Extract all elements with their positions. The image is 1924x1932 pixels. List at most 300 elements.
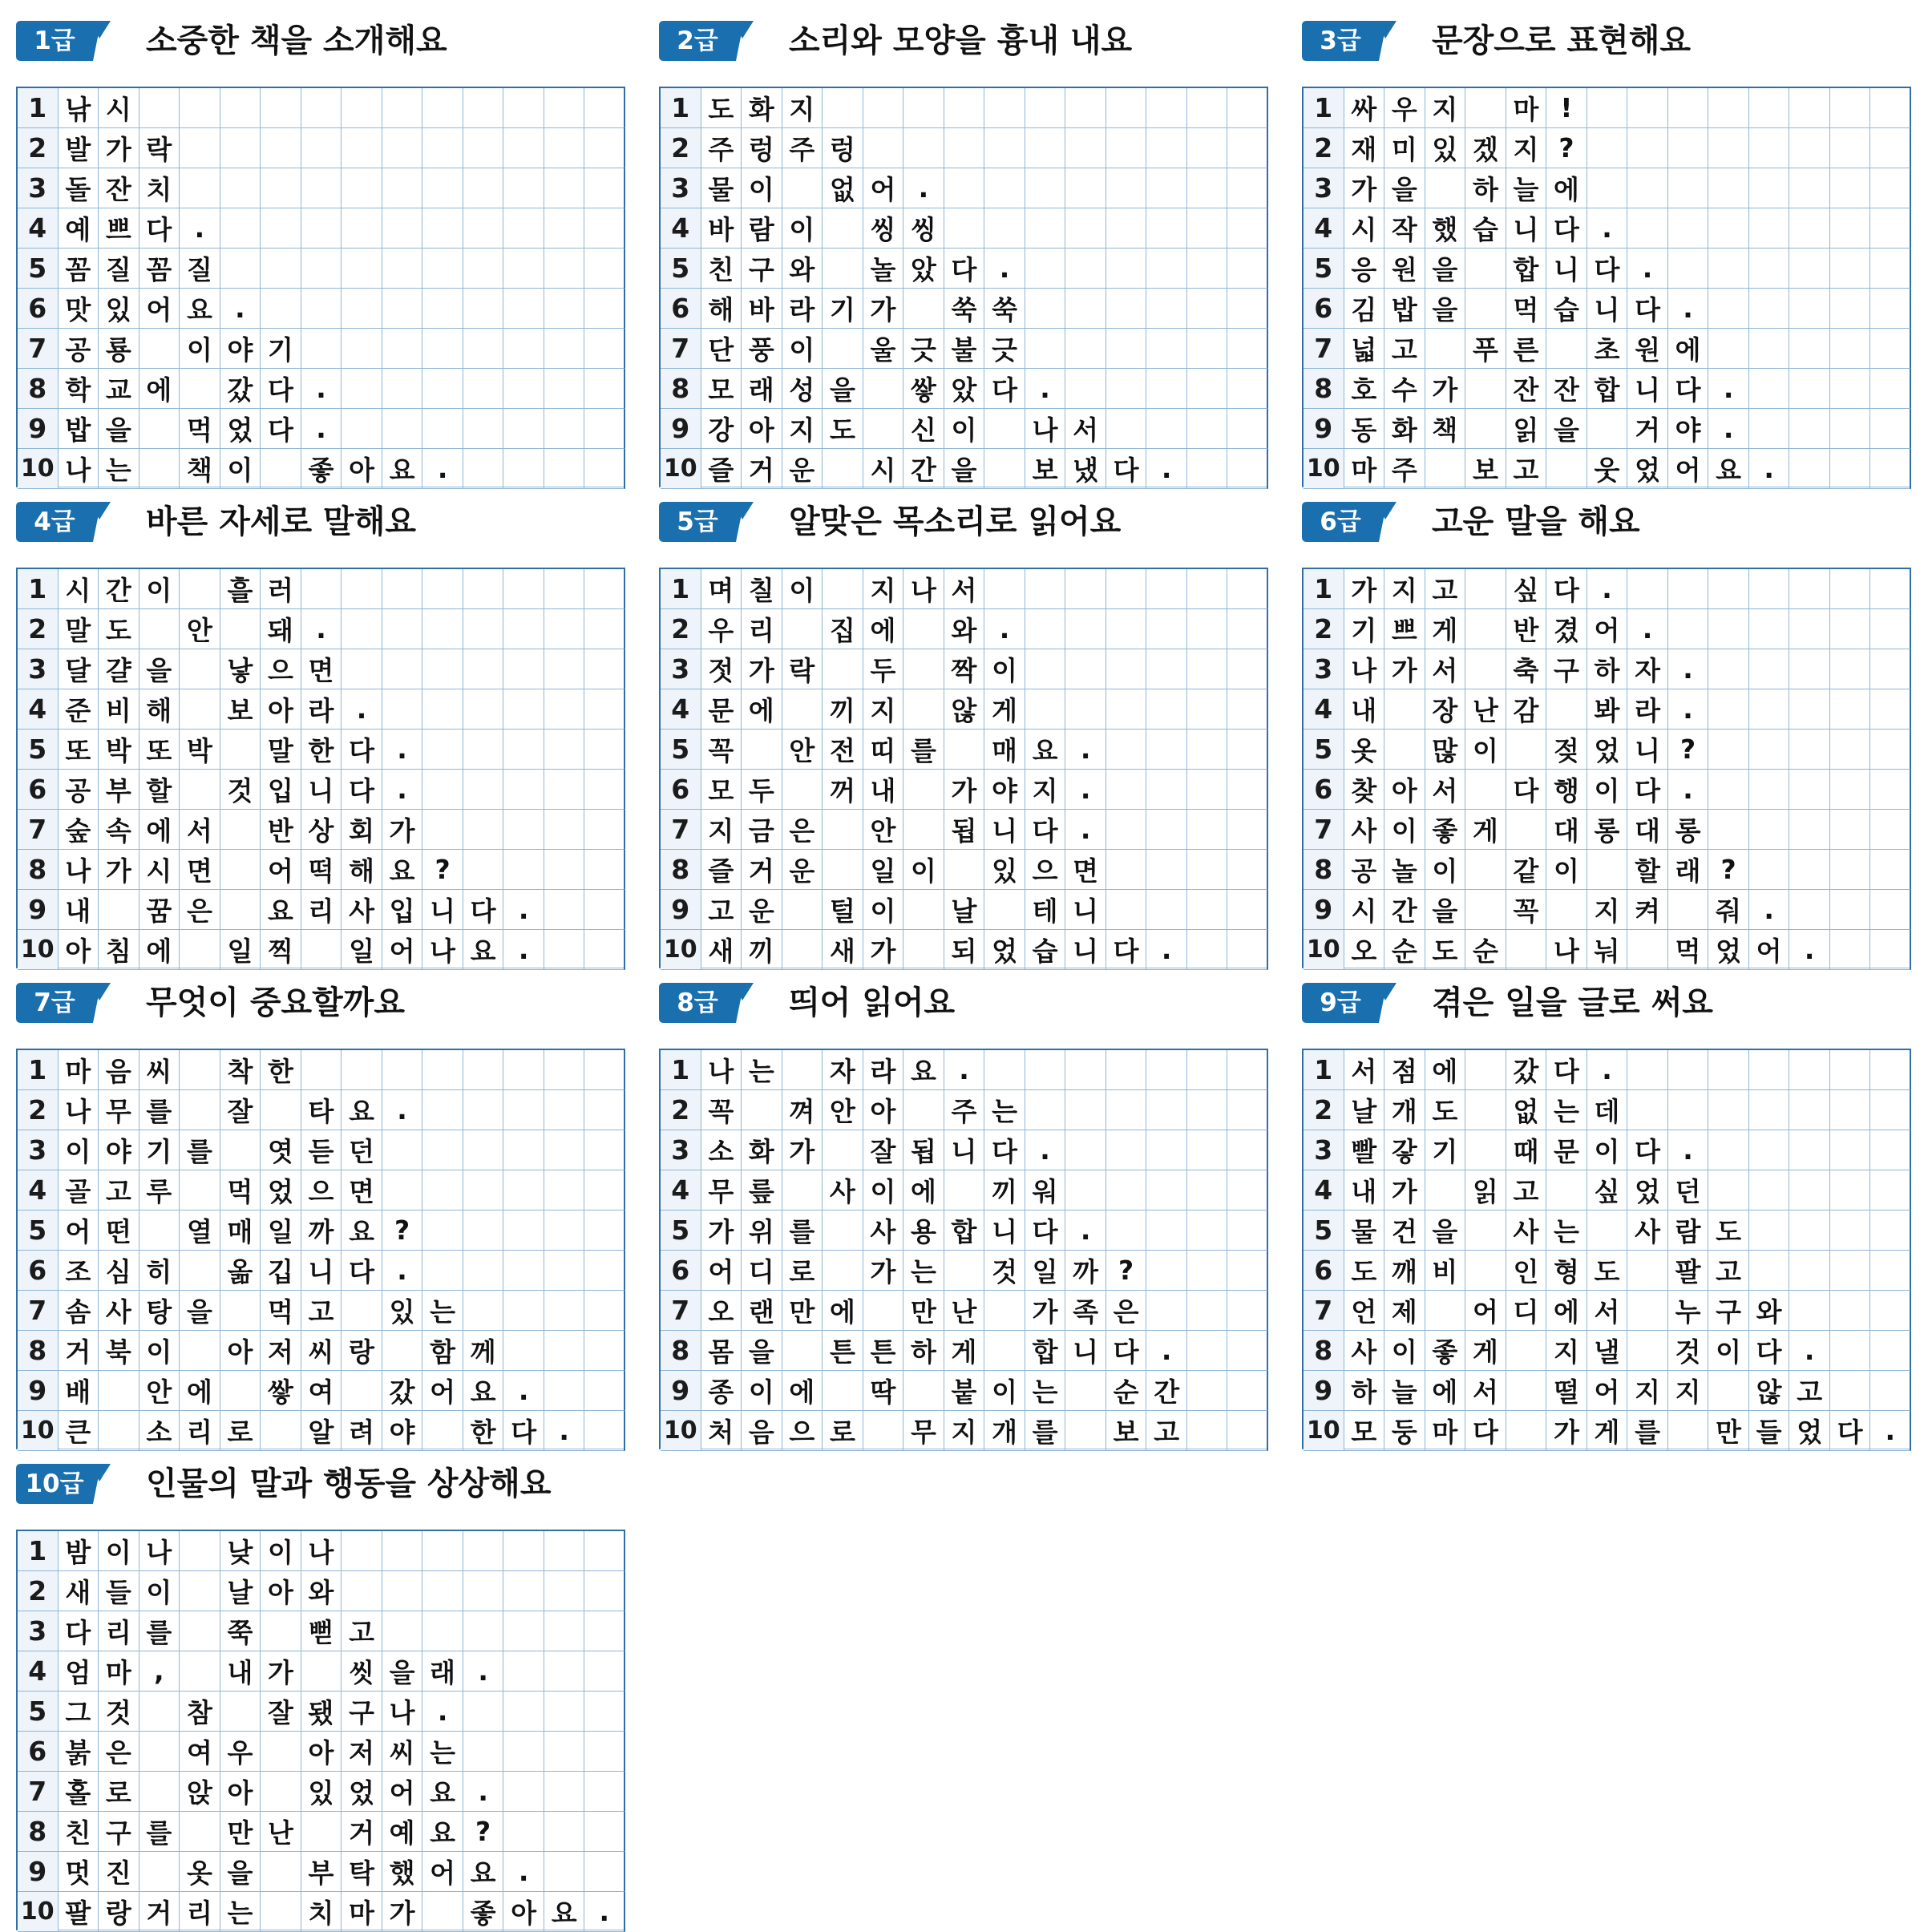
grid-cell <box>382 329 423 369</box>
grid-cell: 잔 <box>1506 369 1547 409</box>
grid-cell: 동 <box>1344 409 1385 449</box>
grid-cell: 지 <box>863 569 904 609</box>
grid-cell: 사 <box>823 1170 863 1211</box>
grid-cell: 박 <box>99 730 139 770</box>
grid-cell <box>301 208 342 249</box>
grid-cell <box>1465 369 1506 409</box>
grid-cell <box>1106 1211 1147 1251</box>
grid-cell <box>544 88 585 128</box>
grid-cell: 마 <box>342 1892 382 1932</box>
row-number: 10 <box>661 930 701 970</box>
grid-cell: 갔 <box>220 369 261 409</box>
grid-cell: 워 <box>1025 1170 1066 1211</box>
grid-cell: 잔 <box>1546 369 1587 409</box>
grid-cell: 는 <box>984 1090 1025 1130</box>
grid-cell: 에 <box>782 1371 823 1411</box>
grid-cell: 대 <box>1546 810 1587 850</box>
grid-cell: 요 <box>382 850 423 890</box>
grid-cell: 테 <box>1025 890 1066 930</box>
row-number: 8 <box>1304 850 1344 890</box>
grid-cell <box>584 649 625 689</box>
grid-cell: 타 <box>301 1090 342 1130</box>
section-header <box>16 1457 629 1510</box>
grid-cell <box>1146 890 1187 930</box>
grid-cell: 고 <box>1789 1371 1830 1411</box>
grid-cell: 을 <box>742 1331 782 1371</box>
grid-cell <box>180 1090 220 1130</box>
grid-cell <box>1065 689 1106 730</box>
grid-cell: . <box>1025 369 1066 409</box>
grid-cell <box>1587 128 1628 168</box>
grid-cell: 어 <box>1465 1291 1506 1331</box>
grid-cell: 야 <box>220 329 261 369</box>
grid-cell <box>1749 1170 1790 1211</box>
grid-cell <box>1227 569 1268 609</box>
grid-cell: 됩 <box>903 1130 944 1170</box>
grid-cell: 할 <box>1627 850 1668 890</box>
grid-cell <box>301 168 342 208</box>
grid-cell: 지 <box>701 810 742 850</box>
grid-cell: . <box>1146 930 1187 970</box>
grid-cell: 비 <box>1425 1251 1466 1291</box>
grid-cell <box>1627 128 1668 168</box>
row-number: 7 <box>1304 329 1344 369</box>
row-number: 7 <box>18 1772 59 1812</box>
grid-cell: 팔 <box>1668 1251 1709 1291</box>
grid-cell <box>1749 1211 1790 1251</box>
grid-cell <box>1227 329 1268 369</box>
grid-cell: 치 <box>139 168 180 208</box>
grid-cell: 위 <box>742 1211 782 1251</box>
grid-cell: 까 <box>301 1211 342 1251</box>
grid-cell <box>342 289 382 329</box>
grid-cell <box>261 1611 301 1651</box>
grid-cell <box>1789 1291 1830 1331</box>
grid-cell <box>1789 249 1830 289</box>
grid-cell: 새 <box>701 930 742 970</box>
grid-cell <box>503 208 544 249</box>
grid-cell: 재 <box>1344 128 1385 168</box>
grid-cell: ! <box>1546 88 1587 128</box>
grid-cell <box>1227 1050 1268 1090</box>
grid-cell: 어 <box>382 930 423 970</box>
grid-cell: 도 <box>1587 1251 1628 1291</box>
grid-cell: 고 <box>701 890 742 930</box>
grid-cell <box>139 1732 180 1772</box>
grid-cell <box>422 168 463 208</box>
grid-cell: 둥 <box>1384 1411 1425 1451</box>
grid-cell: 요 <box>261 890 301 930</box>
grid-cell <box>1870 329 1911 369</box>
grid-cell <box>1789 409 1830 449</box>
grid-cell <box>382 289 423 329</box>
grid-cell: 늘 <box>1384 1371 1425 1411</box>
grid-cell: 탕 <box>139 1291 180 1331</box>
row-number: 9 <box>18 1852 59 1892</box>
grid-cell: 이 <box>984 649 1025 689</box>
grid-cell: 저 <box>261 1331 301 1371</box>
grid-cell <box>1187 1251 1228 1291</box>
grid-cell <box>503 128 544 168</box>
grid-cell <box>544 128 585 168</box>
grid-cell: 을 <box>823 369 863 409</box>
grid-cell <box>1187 689 1228 730</box>
grid-cell <box>584 409 625 449</box>
row-number: 4 <box>1304 1170 1344 1211</box>
grid-cell <box>1708 1090 1749 1130</box>
grid-cell: 구 <box>742 249 782 289</box>
grid-cell <box>1146 649 1187 689</box>
grid-cell: 했 <box>1425 208 1466 249</box>
grid-cell: 호 <box>1344 369 1385 409</box>
grid-cell <box>903 649 944 689</box>
grid-cell: 소 <box>701 1130 742 1170</box>
grid-cell <box>1830 850 1871 890</box>
grid-cell: 잘 <box>863 1130 904 1170</box>
grid-cell: 기 <box>823 289 863 329</box>
grid-cell: 나 <box>59 449 99 489</box>
grid-cell <box>220 730 261 770</box>
grid-cell <box>342 409 382 449</box>
grid-cell <box>1668 1411 1709 1451</box>
grid-cell <box>1025 689 1066 730</box>
grid-cell <box>1065 1050 1106 1090</box>
grid-cell: 하 <box>1344 1371 1385 1411</box>
grid-cell: 다 <box>1546 569 1587 609</box>
grid-cell: 칠 <box>742 569 782 609</box>
grid-cell: 낳 <box>220 649 261 689</box>
grid-cell: 야 <box>99 1130 139 1170</box>
grid-cell <box>261 88 301 128</box>
grid-cell <box>903 1090 944 1130</box>
grid-cell <box>1187 930 1228 970</box>
grid-cell <box>584 1411 625 1451</box>
grid-cell <box>1830 449 1871 489</box>
grid-cell <box>1749 168 1790 208</box>
row-number: 1 <box>18 1531 59 1571</box>
grid-cell <box>1708 649 1749 689</box>
grid-cell: 즐 <box>701 449 742 489</box>
grid-cell <box>1465 1050 1506 1090</box>
grid-cell <box>823 88 863 128</box>
grid-cell: 고 <box>1384 329 1425 369</box>
grid-cell: 깁 <box>261 1251 301 1291</box>
grid-cell <box>1425 449 1466 489</box>
grid-cell <box>1668 1090 1709 1130</box>
grid-cell: 만 <box>1708 1411 1749 1451</box>
grid-cell: 많 <box>1425 730 1466 770</box>
grid-cell <box>903 810 944 850</box>
grid-cell <box>503 569 544 609</box>
grid-cell <box>1830 369 1871 409</box>
section-level-3 <box>1302 14 1914 486</box>
grid-cell <box>1065 88 1106 128</box>
grid-cell <box>139 449 180 489</box>
row-number: 6 <box>1304 289 1344 329</box>
grid-cell <box>984 1291 1025 1331</box>
grid-cell: 않 <box>944 689 985 730</box>
grid-cell: 요 <box>463 1371 504 1411</box>
grid-cell: 것 <box>220 770 261 810</box>
grid-cell: 낮 <box>220 1531 261 1571</box>
grid-cell: 리 <box>180 1892 220 1932</box>
row-number: 4 <box>1304 208 1344 249</box>
section-header <box>16 976 629 1029</box>
grid-cell: 좋 <box>1425 1331 1466 1371</box>
grid-cell: 었 <box>261 1170 301 1211</box>
grid-cell <box>503 1251 544 1291</box>
grid-cell <box>1749 409 1790 449</box>
grid-cell <box>544 329 585 369</box>
grid-cell: 었 <box>342 1772 382 1812</box>
grid-cell: 보 <box>220 689 261 730</box>
grid-cell: 고 <box>1708 1251 1749 1291</box>
grid-cell: 울 <box>863 329 904 369</box>
grid-cell <box>1146 770 1187 810</box>
grid-cell <box>382 249 423 289</box>
grid-cell <box>1830 649 1871 689</box>
grid-cell: 싶 <box>1587 1170 1628 1211</box>
grid-cell: 도 <box>1344 1251 1385 1291</box>
grid-cell <box>584 1651 625 1692</box>
grid-cell: 튼 <box>863 1331 904 1371</box>
grid-cell <box>1187 449 1228 489</box>
grid-cell <box>1465 569 1506 609</box>
grid-cell: 오 <box>701 1291 742 1331</box>
grid-cell: 이 <box>782 329 823 369</box>
grid-cell: 어 <box>422 1852 463 1892</box>
grid-cell: 을 <box>382 1651 423 1692</box>
row-number: 4 <box>18 208 59 249</box>
grid-cell <box>1146 609 1187 649</box>
grid-cell: 나 <box>1025 409 1066 449</box>
grid-cell <box>1708 810 1749 850</box>
row-number: 6 <box>661 289 701 329</box>
grid-cell <box>422 369 463 409</box>
grid-cell: 를 <box>139 1090 180 1130</box>
grid-cell: 롱 <box>1668 810 1709 850</box>
grid-cell: 공 <box>59 329 99 369</box>
grid-cell: 두 <box>863 649 904 689</box>
grid-cell <box>1587 1211 1628 1251</box>
grid-cell <box>422 1251 463 1291</box>
grid-cell <box>544 1651 585 1692</box>
grid-cell: 달 <box>59 649 99 689</box>
grid-cell: 합 <box>1506 249 1547 289</box>
grid-cell: 처 <box>701 1411 742 1451</box>
grid-cell: 질 <box>99 249 139 289</box>
grid-cell: . <box>1708 369 1749 409</box>
grid-cell <box>1870 128 1911 168</box>
grid-cell: 시 <box>863 449 904 489</box>
row-number: 2 <box>1304 1090 1344 1130</box>
grid-cell: 좋 <box>463 1892 504 1932</box>
row-number: 1 <box>1304 1050 1344 1090</box>
grid-cell: 마 <box>1506 88 1547 128</box>
grid-cell: 홀 <box>59 1772 99 1812</box>
grid-cell: 친 <box>701 249 742 289</box>
grid-cell <box>1870 770 1911 810</box>
grid-cell <box>180 1571 220 1611</box>
grid-cell: . <box>1146 1331 1187 1371</box>
grid-cell <box>1506 1411 1547 1451</box>
grid-cell: 입 <box>382 890 423 930</box>
row-number: 5 <box>1304 730 1344 770</box>
grid-cell: 이 <box>984 1371 1025 1411</box>
section-header <box>1302 14 1914 67</box>
grid-cell: 떨 <box>1546 1371 1587 1411</box>
row-number: 3 <box>1304 168 1344 208</box>
grid-cell: 또 <box>59 730 99 770</box>
grid-cell <box>823 329 863 369</box>
grid-cell <box>1187 810 1228 850</box>
grid-cell: 간 <box>1384 890 1425 930</box>
grid-cell <box>1106 730 1147 770</box>
grid-cell <box>1025 1090 1066 1130</box>
grid-cell <box>422 1571 463 1611</box>
grid-cell <box>1830 890 1871 930</box>
grid-cell: 어 <box>422 1371 463 1411</box>
grid-cell: 렁 <box>823 128 863 168</box>
level-badge <box>16 983 111 1023</box>
grid-cell: 발 <box>59 128 99 168</box>
grid-cell: 갛 <box>1384 1130 1425 1170</box>
grid-cell: 원 <box>1384 249 1425 289</box>
grid-cell <box>1106 249 1147 289</box>
grid-cell: . <box>220 289 261 329</box>
row-number: 8 <box>661 369 701 409</box>
grid-cell <box>99 1371 139 1411</box>
grid-cell <box>220 1371 261 1411</box>
grid-cell <box>584 128 625 168</box>
grid-cell: 게 <box>1465 810 1506 850</box>
grid-cell <box>1106 208 1147 249</box>
grid-cell: 배 <box>59 1371 99 1411</box>
grid-cell: . <box>984 609 1025 649</box>
grid-cell: 말 <box>59 609 99 649</box>
grid-cell: 이 <box>1546 850 1587 890</box>
grid-cell <box>422 409 463 449</box>
grid-cell <box>1025 88 1066 128</box>
grid-cell: . <box>382 1090 423 1130</box>
writing-grid <box>659 1049 1268 1449</box>
level-badge <box>1302 983 1397 1023</box>
level-label: 5급 <box>677 507 718 536</box>
grid-cell: 께 <box>463 1331 504 1371</box>
grid-cell: 사 <box>863 1211 904 1251</box>
grid-cell: 고 <box>301 1291 342 1331</box>
grid-cell <box>139 1852 180 1892</box>
row-number: 6 <box>1304 770 1344 810</box>
row-number: 3 <box>661 649 701 689</box>
grid-cell: 보 <box>1025 449 1066 489</box>
grid-cell <box>1627 88 1668 128</box>
grid-cell <box>584 1371 625 1411</box>
grid-cell: 었 <box>1708 930 1749 970</box>
grid-cell <box>1227 1411 1268 1451</box>
grid-cell <box>544 1170 585 1211</box>
grid-cell: 서 <box>1065 409 1106 449</box>
grid-cell: 날 <box>944 890 985 930</box>
grid-cell: 책 <box>1425 409 1466 449</box>
grid-cell <box>1708 689 1749 730</box>
grid-cell <box>1506 930 1547 970</box>
section-header <box>1302 495 1914 548</box>
grid-cell: 모 <box>701 770 742 810</box>
grid-cell <box>180 1050 220 1090</box>
grid-cell <box>503 249 544 289</box>
grid-cell <box>1789 369 1830 409</box>
grid-cell <box>261 1411 301 1451</box>
grid-cell: 어 <box>382 1772 423 1812</box>
grid-cell: 를 <box>139 1611 180 1651</box>
grid-cell <box>422 689 463 730</box>
grid-cell: ? <box>422 850 463 890</box>
level-badge <box>659 502 754 542</box>
grid-cell: 락 <box>139 128 180 168</box>
grid-cell: . <box>301 609 342 649</box>
grid-cell <box>1870 1170 1911 1211</box>
grid-cell <box>1668 168 1709 208</box>
grid-cell <box>180 1651 220 1692</box>
row-number: 2 <box>18 128 59 168</box>
grid-cell <box>503 1211 544 1251</box>
section-header <box>659 495 1271 548</box>
grid-cell <box>463 329 504 369</box>
grid-cell <box>422 249 463 289</box>
grid-cell <box>220 609 261 649</box>
grid-cell <box>422 329 463 369</box>
grid-cell: 와 <box>1749 1291 1790 1331</box>
grid-cell <box>1789 1050 1830 1090</box>
row-number: 10 <box>1304 930 1344 970</box>
grid-cell <box>1187 1090 1228 1130</box>
grid-cell <box>1187 1371 1228 1411</box>
grid-cell: 았 <box>944 369 985 409</box>
grid-cell: , <box>139 1651 180 1692</box>
grid-cell: 는 <box>1546 1211 1587 1251</box>
grid-cell: 종 <box>701 1371 742 1411</box>
grid-cell <box>503 1090 544 1130</box>
grid-cell: 다 <box>261 369 301 409</box>
grid-cell <box>1106 168 1147 208</box>
grid-cell <box>823 569 863 609</box>
row-number: 9 <box>1304 890 1344 930</box>
grid-cell <box>261 1772 301 1812</box>
grid-cell: 순 <box>1465 930 1506 970</box>
grid-cell <box>1668 208 1709 249</box>
grid-cell <box>382 649 423 689</box>
grid-cell: 니 <box>984 810 1025 850</box>
grid-cell <box>1708 730 1749 770</box>
grid-cell <box>301 1651 342 1692</box>
grid-cell <box>1106 128 1147 168</box>
grid-cell <box>1789 88 1830 128</box>
grid-cell: 도 <box>1425 1090 1466 1130</box>
grid-cell: 도 <box>701 88 742 128</box>
grid-cell: 주 <box>1384 449 1425 489</box>
grid-cell: 옷 <box>1344 730 1385 770</box>
grid-cell <box>1830 1211 1871 1251</box>
grid-cell: 순 <box>1384 930 1425 970</box>
grid-cell <box>1227 168 1268 208</box>
grid-cell <box>1789 449 1830 489</box>
grid-cell <box>584 249 625 289</box>
section-header <box>16 14 629 67</box>
grid-cell: 씽 <box>863 208 904 249</box>
grid-cell <box>1227 369 1268 409</box>
grid-cell: 를 <box>1627 1411 1668 1451</box>
